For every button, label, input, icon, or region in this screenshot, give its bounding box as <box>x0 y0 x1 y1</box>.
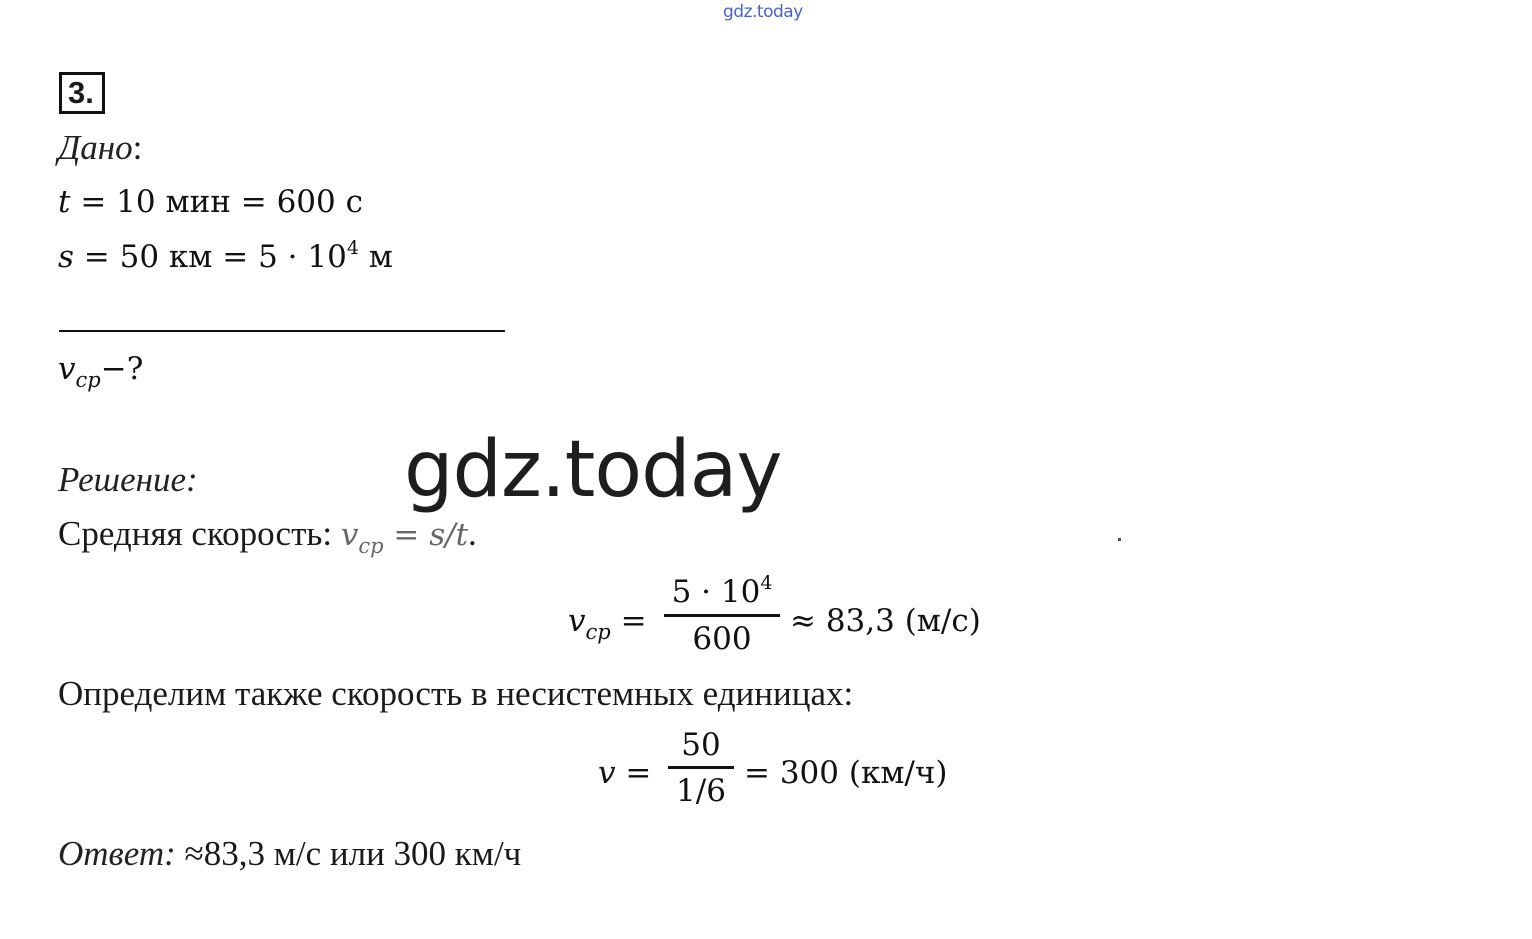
task-number: 3. <box>59 72 105 114</box>
answer-label: Ответ: <box>58 834 176 873</box>
given-distance-line <box>58 239 393 275</box>
unknown-variable: v <box>58 351 76 387</box>
equation2-lhs <box>598 755 651 791</box>
site-tag-link[interactable]: gdz.today <box>723 2 803 22</box>
unknown-quantity <box>58 351 144 392</box>
unknown-suffix: −? <box>100 351 144 387</box>
distance-unit: м <box>358 239 393 275</box>
mean-speed-period: . <box>468 514 477 553</box>
distance-exponent: 4 <box>346 237 359 259</box>
given-heading <box>58 128 142 168</box>
time-variable: t <box>58 184 71 220</box>
non-si-sentence: Определим также скорость в несистемных единицах: <box>58 674 854 713</box>
answer-text: ≈83,3 м/с или 300 км/ч <box>175 834 522 873</box>
given-time-line <box>58 184 363 220</box>
distance-value: = 50 км = 5 · 10 <box>73 239 347 275</box>
distance-variable: s <box>58 239 74 275</box>
equation1-var: v <box>568 603 586 639</box>
equation1-sub: ср <box>585 620 611 644</box>
stray-mark <box>1118 538 1121 541</box>
mean-speed-rhs: = s/t <box>383 517 469 553</box>
equation1-numerator <box>664 570 780 614</box>
equation1-result: ≈ 83,3 (м/с) <box>790 603 981 639</box>
mean-speed-sentence <box>58 514 477 558</box>
equation1-equals: = <box>610 603 647 639</box>
given-title-colon: : <box>132 128 143 167</box>
equation1-denominator: 600 <box>692 621 752 657</box>
equation1-lhs <box>568 603 647 644</box>
equation2-result: = 300 (км/ч) <box>744 755 948 791</box>
equation2-fraction <box>668 724 734 813</box>
mean-speed-var: v <box>340 517 359 553</box>
given-divider <box>59 330 505 332</box>
given-title-text: Дано <box>58 128 133 167</box>
equation1-numerator-exp: 4 <box>760 572 773 594</box>
time-value: = 10 мин = 600 с <box>70 184 363 220</box>
mean-speed-formula <box>340 517 469 558</box>
answer-line <box>58 834 521 874</box>
equation1-fraction <box>664 570 780 661</box>
equation2-var: v <box>598 755 616 791</box>
mean-speed-label: Средняя скорость: <box>58 514 341 553</box>
solution-heading: Решение: <box>58 460 198 499</box>
equation2-numerator: 50 <box>681 727 721 763</box>
unknown-subscript: ср <box>75 368 101 392</box>
watermark: gdz.today <box>404 425 782 515</box>
mean-speed-sub: ср <box>358 534 384 558</box>
equation1-numerator-base: 5 · 10 <box>671 574 761 610</box>
equation2-denominator: 1/6 <box>676 773 726 809</box>
equation2-equals: = <box>615 755 652 791</box>
